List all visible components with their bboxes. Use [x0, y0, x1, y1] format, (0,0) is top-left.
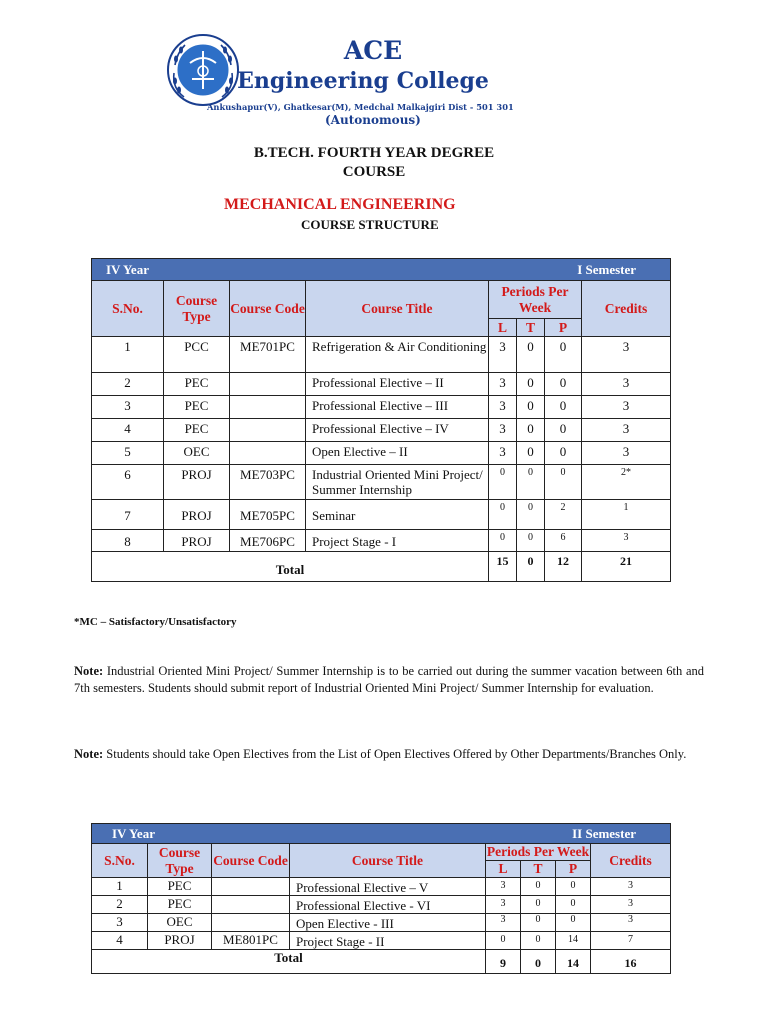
cell-p: 14 [556, 932, 591, 950]
col-course-title: Course Title [290, 844, 486, 878]
note-text: Students should take Open Electives from the List of Open Electives Offered by Other Departments/Branches Only. [106, 747, 687, 761]
total-t: 0 [521, 950, 556, 974]
cell-credits: 3 [582, 373, 671, 396]
cell-l: 3 [489, 337, 517, 373]
total-credits: 21 [582, 552, 671, 582]
cell-p: 0 [545, 419, 582, 442]
cell-credits: 3 [591, 914, 671, 932]
cell-type: PEC [148, 878, 212, 896]
cell-type: OEC [148, 914, 212, 932]
cell-code [230, 396, 306, 419]
cell-code: ME705PC [230, 500, 306, 530]
note-text: Industrial Oriented Mini Project/ Summer Internship is to be carried out during the summer vacation between 6th and 7th semesters. Students should submit report of Industrial Oriented Mini Project/ Summer Internship for evaluation. [74, 664, 705, 695]
cell-t: 0 [517, 337, 545, 373]
total-p: 14 [556, 950, 591, 974]
total-row [92, 950, 671, 974]
cell-t: 0 [517, 465, 545, 500]
col-course-code: Course Code [212, 844, 290, 878]
cell-code [230, 373, 306, 396]
cell-p: 0 [545, 465, 582, 500]
cell-code [212, 878, 290, 896]
cell-title: Professional Elective – IV [306, 419, 489, 442]
cell-sno: 4 [92, 419, 164, 442]
cell-sno: 3 [92, 914, 148, 932]
cell-credits: 1 [582, 500, 671, 530]
col-course-type: Course Type [148, 844, 212, 878]
note-label: Note: [74, 664, 104, 678]
cell-credits: 3 [582, 419, 671, 442]
cell-sno: 1 [92, 878, 148, 896]
cell-title: Project Stage - II [290, 932, 486, 950]
cell-p: 0 [556, 878, 591, 896]
cell-credits: 3 [582, 530, 671, 552]
cell-l: 3 [489, 373, 517, 396]
cell-p: 0 [545, 373, 582, 396]
total-credits: 16 [591, 950, 671, 974]
cell-title: Open Elective – II [306, 442, 489, 465]
cell-title: Professional Elective – II [306, 373, 489, 396]
cell-type: PROJ [164, 500, 230, 530]
total-l: 15 [489, 552, 517, 582]
semester-2-bar [92, 824, 671, 844]
col-l: L [489, 319, 517, 337]
structure-title: COURSE STRUCTURE [301, 217, 439, 232]
cell-l: 0 [486, 932, 521, 950]
col-t: T [517, 319, 545, 337]
cell-sno: 2 [92, 896, 148, 914]
col-periods: Periods Per Week [489, 281, 582, 319]
cell-title: Professional Elective - VI [290, 896, 486, 914]
table-row [92, 373, 671, 396]
cell-code: ME701PC [230, 337, 306, 373]
col-periods: Periods Per Week [486, 844, 590, 859]
table-row [92, 896, 671, 914]
cell-p: 2 [545, 500, 582, 530]
cell-title: Professional Elective – III [306, 396, 489, 419]
col-sno: S.No. [92, 281, 164, 337]
cell-sno: 2 [92, 373, 164, 396]
cell-type: PROJ [148, 932, 212, 950]
cell-t: 0 [517, 419, 545, 442]
table-row [92, 396, 671, 419]
col-course-type: Course Type [164, 281, 230, 337]
table-row [92, 878, 671, 896]
cell-l: 0 [489, 530, 517, 552]
cell-code [212, 914, 290, 932]
cell-l: 3 [489, 419, 517, 442]
cell-title: Professional Elective – V [290, 878, 486, 896]
cell-credits: 3 [582, 396, 671, 419]
cell-code: ME801PC [212, 932, 290, 950]
table-row [92, 500, 671, 530]
cell-code [230, 442, 306, 465]
cell-type: PROJ [164, 530, 230, 552]
cell-l: 0 [489, 500, 517, 530]
total-row [92, 552, 671, 582]
cell-t: 0 [521, 878, 556, 896]
cell-sno: 8 [92, 530, 164, 552]
cell-sno: 3 [92, 396, 164, 419]
cell-t: 0 [517, 396, 545, 419]
col-credits: Credits [591, 844, 671, 878]
total-p: 12 [545, 552, 582, 582]
cell-t: 0 [521, 932, 556, 950]
college-name-line1: ACE [343, 36, 403, 65]
cell-credits: 3 [582, 337, 671, 373]
college-address: Ankushapur(V), Ghatkesar(M), Medchal Malkajgiri Dist - 501 301 [207, 102, 514, 112]
cell-code: ME706PC [230, 530, 306, 552]
cell-p: 0 [556, 896, 591, 914]
col-sno: S.No. [92, 844, 148, 878]
cell-title: Open Elective - III [290, 914, 486, 932]
cell-l: 3 [489, 442, 517, 465]
table-row [92, 465, 671, 500]
cell-sno: 6 [92, 465, 164, 500]
table-row [92, 932, 671, 950]
college-name [237, 36, 498, 96]
cell-type: PEC [148, 896, 212, 914]
year-label: IV Year [106, 261, 149, 277]
cell-t: 0 [517, 373, 545, 396]
cell-type: PROJ [164, 465, 230, 500]
col-p: P [556, 861, 591, 878]
semester-2-table [91, 823, 671, 974]
cell-p: 6 [545, 530, 582, 552]
semester-label: I Semester [577, 261, 637, 277]
cell-title: Refrigeration & Air Conditioning [306, 337, 489, 373]
footnote: *MC – Satisfactory/Unsatisfactory [74, 616, 237, 628]
cell-t: 0 [521, 914, 556, 932]
cell-title: Project Stage - I [306, 530, 489, 552]
cell-sno: 4 [92, 932, 148, 950]
semester-1-bar [92, 259, 671, 281]
note-open-electives [74, 746, 704, 763]
table-row [92, 419, 671, 442]
autonomous-label: (Autonomous) [325, 113, 421, 127]
total-label: Total [92, 950, 486, 974]
cell-type: PCC [164, 337, 230, 373]
cell-credits: 2* [582, 465, 671, 500]
cell-p: 0 [545, 337, 582, 373]
cell-credits: 3 [591, 878, 671, 896]
total-label: Total [92, 552, 489, 582]
college-name-line2: Engineering College [237, 68, 489, 94]
semester-label: II Semester [572, 825, 636, 841]
cell-sno: 1 [92, 337, 164, 373]
table-row [92, 914, 671, 932]
col-course-code: Course Code [230, 281, 306, 337]
note-label: Note: [74, 747, 104, 761]
cell-credits: 3 [582, 442, 671, 465]
table-row [92, 442, 671, 465]
semester-1-table [91, 258, 671, 582]
cell-p: 0 [545, 442, 582, 465]
cell-t: 0 [521, 896, 556, 914]
col-l: L [486, 861, 521, 878]
cell-t: 0 [517, 530, 545, 552]
cell-sno: 7 [92, 500, 164, 530]
cell-l: 3 [489, 396, 517, 419]
cell-title: Seminar [306, 500, 489, 530]
col-t: T [521, 861, 556, 878]
col-course-title: Course Title [306, 281, 489, 337]
cell-type: PEC [164, 373, 230, 396]
total-l: 9 [486, 950, 521, 974]
total-t: 0 [517, 552, 545, 582]
cell-type: OEC [164, 442, 230, 465]
cell-t: 0 [517, 442, 545, 465]
col-p: P [545, 319, 582, 337]
department-title: MECHANICAL ENGINEERING [224, 196, 456, 213]
cell-l: 3 [486, 896, 521, 914]
cell-code: ME703PC [230, 465, 306, 500]
cell-title: Industrial Oriented Mini Project/ Summer Internship [306, 465, 489, 500]
cell-code [230, 419, 306, 442]
cell-credits: 3 [591, 896, 671, 914]
col-credits: Credits [582, 281, 671, 337]
year-label: IV Year [112, 825, 155, 841]
note-mini-project [74, 663, 704, 696]
cell-t: 0 [517, 500, 545, 530]
table-row [92, 530, 671, 552]
cell-sno: 5 [92, 442, 164, 465]
cell-p: 0 [545, 396, 582, 419]
cell-type: PEC [164, 419, 230, 442]
cell-l: 0 [489, 465, 517, 500]
cell-p: 0 [556, 914, 591, 932]
cell-l: 3 [486, 914, 521, 932]
table-row [92, 337, 671, 373]
cell-type: PEC [164, 396, 230, 419]
cell-code [212, 896, 290, 914]
degree-title-line2: COURSE [342, 164, 406, 180]
degree-title-line1: B.TECH. FOURTH YEAR DEGREE [253, 145, 495, 161]
cell-credits: 7 [591, 932, 671, 950]
cell-l: 3 [486, 878, 521, 896]
